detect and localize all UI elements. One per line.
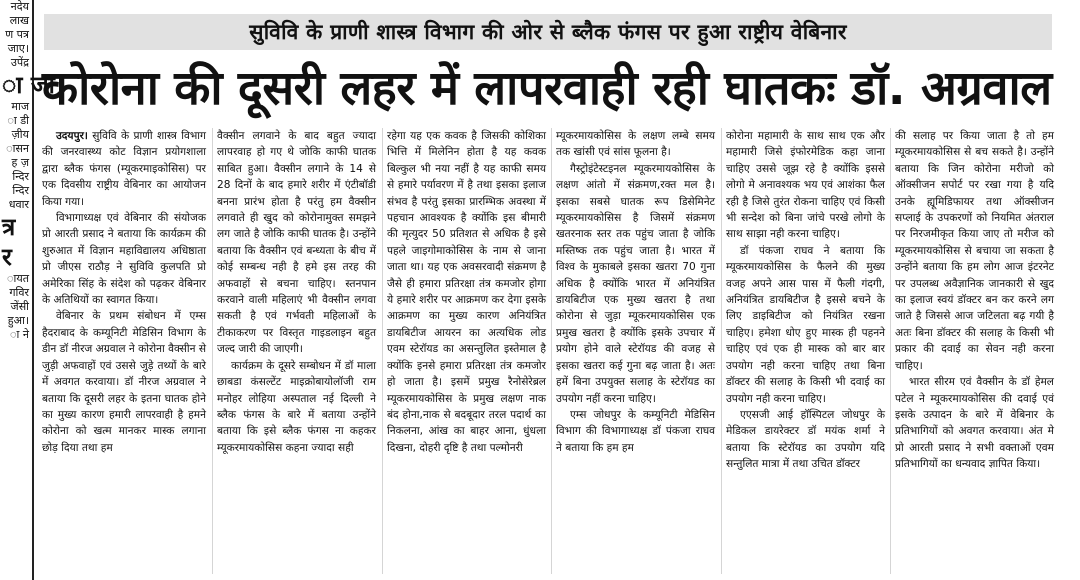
- strip-line: ा डी: [7, 114, 29, 127]
- article-body: [42, 128, 1060, 574]
- strip-line: गविर: [9, 286, 29, 299]
- strip-line: त्र: [2, 213, 16, 241]
- strip-line: जेंसी: [10, 300, 29, 313]
- strip-line: र: [2, 243, 12, 271]
- article-paragraph: की सलाह पर किया जाता है तो हम म्यूकरमायकोसिस से बच सकते है। उन्होंने बताया कि जिन कोरोना मरीजो को ऑक्सीजन सपोर्ट पर रखा गया है यदि उनके ह्यूमिडिफायर तथा ऑक्सीजन सप्लाई के उपकरणों को नियमित अंतराल पर निरजमीकृत किया जाए तो मरीज को म्यूकरमायकोसिस से बचाया जा सकता है उन्होंने बताया कि हम लोग आज इंटरनेट पर उपलब्ध अवैज्ञानिक जानकारी से खुद का इलाज स्वयं डॉक्टर बन कर करने लग जाते है जिससे आज जटिलता बढ़ गयी है अतः बिना डॉक्टर की सलाह के किसी भी प्रकार की दवाई का सेवन नही करना चाहिए।: [895, 130, 1054, 372]
- strip-line: हुआ।: [7, 314, 29, 327]
- strip-line: नदेय: [10, 0, 29, 13]
- strip-line: लाख: [9, 14, 29, 27]
- strip-line: धवार: [8, 198, 29, 211]
- article-column: [721, 128, 885, 574]
- article-paragraph: डॉ पंकजा राघव ने बताया कि म्यूकरमायकोसिस के फैलने की मुख्य वजह अपने आस पास में फैली गंदगी, अनियंत्रित डायबिटीज है इससे बचने के लिए डाइबिटीज को नियंत्रित रखना चाहिए। हमेशा धोए हुए मास्क ही पहनने चाहिए एवं एक ही मास्क को बार बार उपयोग नही करना चाहिए तथा बिना डॉक्टर की सलाह के किसी भी दवाई का उपयोग नही करना चाहिए।: [726, 244, 885, 405]
- article-column: [551, 128, 715, 574]
- article-paragraph: वैक्सीन लगवाने के बाद बहुत ज्यादा लापरवाह हो गए थे जोकि काफी घातक साबित हुआ। वैक्सीन लगाने के 14 से 28 दिनों के बाद हमारे शरीर में एंटीबॉडी बनना प्रारंभ होता है परंतु हम वैक्सीन लगवाते ही खुद को कोरोनामुक्त समझने लग जाते है जोकि काफी घातक है। उन्होंने बताया कि वैक्सीन एवं बन्ध्यता के बीच में कोई सम्बन्ध नही है हमे इस तरह की अफवाहों से बचना चाहिए। स्तनपान करवाने वाली महिलाएं भी वैक्सीन लगवा सकती है एवं गर्भवती महिलाओं के टीकाकरण पर विस्तृत गाइडलाइन बहुत जल्द जारी की जाएगी।: [217, 130, 376, 356]
- strip-line: न्दिर: [12, 170, 29, 183]
- article-paragraph: [42, 128, 206, 210]
- main-headline: कोरोना की दूसरी लहर में लापरवाही रही घातकः डॉ. अग्रवाल: [42, 61, 1052, 116]
- paragraph-text: सुविवि के प्राणी शास्त्र विभाग की जनरवास्थ्य कोट विज्ञान प्रयोगशाला द्वारा ब्लैक फंगस (म्यूकरमाइकोसिस) पर एक दिवसीय राष्ट्रीय वेबिनार का आयोजन किया गया।: [42, 130, 206, 208]
- strip-line: ज़ीय: [11, 128, 29, 141]
- kicker-headline: सुविवि के प्राणी शास्त्र विभाग की ओर से ब्लैक फंगस पर हुआ राष्ट्रीय वेबिनार: [44, 14, 1052, 50]
- strip-line: ा ने: [10, 328, 29, 341]
- strip-line: माज: [11, 100, 29, 113]
- strip-line: जाए।: [7, 42, 29, 55]
- strip-line: न्दिर: [12, 184, 29, 197]
- strip-line: ासन: [6, 142, 29, 155]
- article-paragraph: वेबिनार के प्रथम संबोधन में एम्स हैदराबाद के कम्यूनिटी मेडिसिन विभाग के डीन डॉ नीरज अग्रवाल ने कोरोना वैक्सीन से जुड़ी अफवाहों एवं उससे जुड़े तथ्यों के बारे में अवगत करवाया। डॉ नीरज अग्रवाल ने बताया कि दूसरी लहर के इतना घातक होने का मुख्य कारण हमारी लापरवाही है हमने कोरोना को खत्म मानकर मास्क लगाना छोड़ दिया तथा हम: [42, 310, 206, 454]
- strip-line: ण पत्र: [5, 28, 29, 41]
- article-paragraph: गैस्ट्रोइंटेस्टइनल म्यूकरमायकोसिस के लक्षण आंतो में संक्रमण,रक्त मल है। इसका सबसे घातक रूप डिसेमिनेट म्यूकरमायकोसिस है जिसमें संक्रमण खतरनाक स्तर तक पहुंच जाता है जोकि मस्तिष्क तक पहुंच जाता है। भारत में विश्व के मुकाबले इसका खतरा 70 गुना अधिक है क्योंकि भारत में अनियंत्रित डायबिटीज एक मुख्य खतरा है तथा कोरोना से जुड़ा म्यूकरमायकोसिस एक प्रमुख खतरा है क्योंकि इसके उपचार में प्रयोग होने वाले स्टेरॉयड की वजह से इसका खतरा कई गुना बढ़ जाता है। अतः हमें बिना उपयुक्त सलाह के स्टेरॉयड का उपयोग नहीं करना चाहिए।: [556, 162, 715, 405]
- adjacent-article-strip: [0, 0, 55, 580]
- article-paragraph: एएसजी आई हॉस्पिटल जोधपुर के मेडिकल डायरेक्टर डॉ मयंक शर्मा ने बताया कि स्टेरॉयड का उपयोग यदि सन्तुलित मात्रा में तथा उचित डॉक्टर: [726, 408, 885, 471]
- article-paragraph: विभागाध्यक्ष एवं वेबिनार की संयोजक प्रो आरती प्रसाद ने बताया कि कार्यक्रम की शुरुआत में विज्ञान महाविद्यालय अधिष्ठाता प्रो जीएस राठौड़ ने सुविवि कुलपति प्रो अमेरिका सिंह के संदेश को पढ़कर वेबिनार के अतिथियों का स्वागत किया।: [42, 212, 206, 307]
- article-paragraph: भारत सीरम एवं वैक्सीन के डॉ हेमल पटेल ने म्यूकरमायकोसिस की दवाई एवं इसके उत्पादन के बारे में वेबिनार के प्रतिभागियों को अवगत करवाया। अंत मे प्रो आरती प्रसाद ने सभी वक्ताओं एवम प्रतिभागियों का धन्यवाद ज्ञापित किया।: [895, 376, 1054, 471]
- article-column: [42, 128, 206, 574]
- article-column: [890, 128, 1054, 574]
- strip-line: ायत: [6, 272, 29, 285]
- article-paragraph: एम्स जोधपुर के कम्यूनिटी मेडिसिन विभाग की विभागाध्यक्ष डॉ पंकजा राघव ने बताया कि हम हम: [556, 408, 715, 454]
- article-paragraph: कोरोना महामारी के साथ साथ एक और महामारी जिसे इंफोरमेडिक कहा जाना चाहिए उससे जूझ रहे है क्योंकि इससे लोगो मे अनावश्यक भय एवं आशंका फैल रही है जिसे तुरंत रोकना चाहिए एवं किसी भी सन्देश को बिना जांचे परखे लोगो के साथ साझा नही करना चाहिए।: [726, 130, 885, 241]
- article-column: [212, 128, 376, 574]
- article-paragraph: म्यूकरमायकोसिस के लक्षण लम्बे समय तक खांसी एवं सांस फूलना है।: [556, 130, 715, 159]
- article-paragraph: कार्यक्रम के दूसरे सम्बोधन में डॉ माला छाबडा कंसल्टेंट माइक्रोबायोलॉजी राम मनोहर लोहिया अस्पताल नई दिल्ली ने ब्लैक फंगस के बारे में बताया उन्होंने बताया कि इसे ब्लैक फंगस ना कहकर म्यूकरमायकोसिस कहना ज्यादा सही: [217, 359, 376, 454]
- article-column: [382, 128, 546, 574]
- strip-line: ह ज़: [11, 156, 29, 169]
- article-paragraph: रहेगा यह एक कवक है जिसकी कोशिका भित्ति में मिलेनिन होता है यह कवक बिल्कुल भी नया नहीं है यह काफी समय से हमारे पर्यावरण में है तथा इसका इलाज संभव है परंतु इसका प्रारम्भिक अवस्था में पहचान आवश्यक है क्योंकि इस बीमारी की मृत्युदर 50 प्रतिशत से अधिक है इसे पहले जाइगोमाकोसिस के नाम से जाना जाता था। यह एक अवसरवादी संक्रमण है जैसे ही हमारा प्रतिरक्षा तंत्र कमजोर होगा ये हमारे शरीर पर आक्रमण कर देगा इसके आक्रमण का मुख्य कारण अनियंत्रित डायबिटीज आयरन का अत्यधिक लोड एवम स्टेरॉयड का असन्तुलित इस्तेमाल है क्योंकि इनसे हमारा प्रतिरक्षा तंत्र कमजोर हो जाता है। इसमें प्रमुख रैनोसेरेब्रल म्यूकरमायकोसिस के प्रमुख लक्षण नाक बंद होना,नाक से बदबूदार तरल पदार्थ का निकलना, आंख का बाहर आना, धुंधला दिखना, दोहरी दृष्टि है तथा पल्मोनरी: [387, 130, 546, 454]
- dateline: उदयपुर।: [56, 130, 88, 142]
- strip-line: ा जा: [2, 71, 55, 99]
- strip-line: उपेंद्र: [10, 56, 29, 69]
